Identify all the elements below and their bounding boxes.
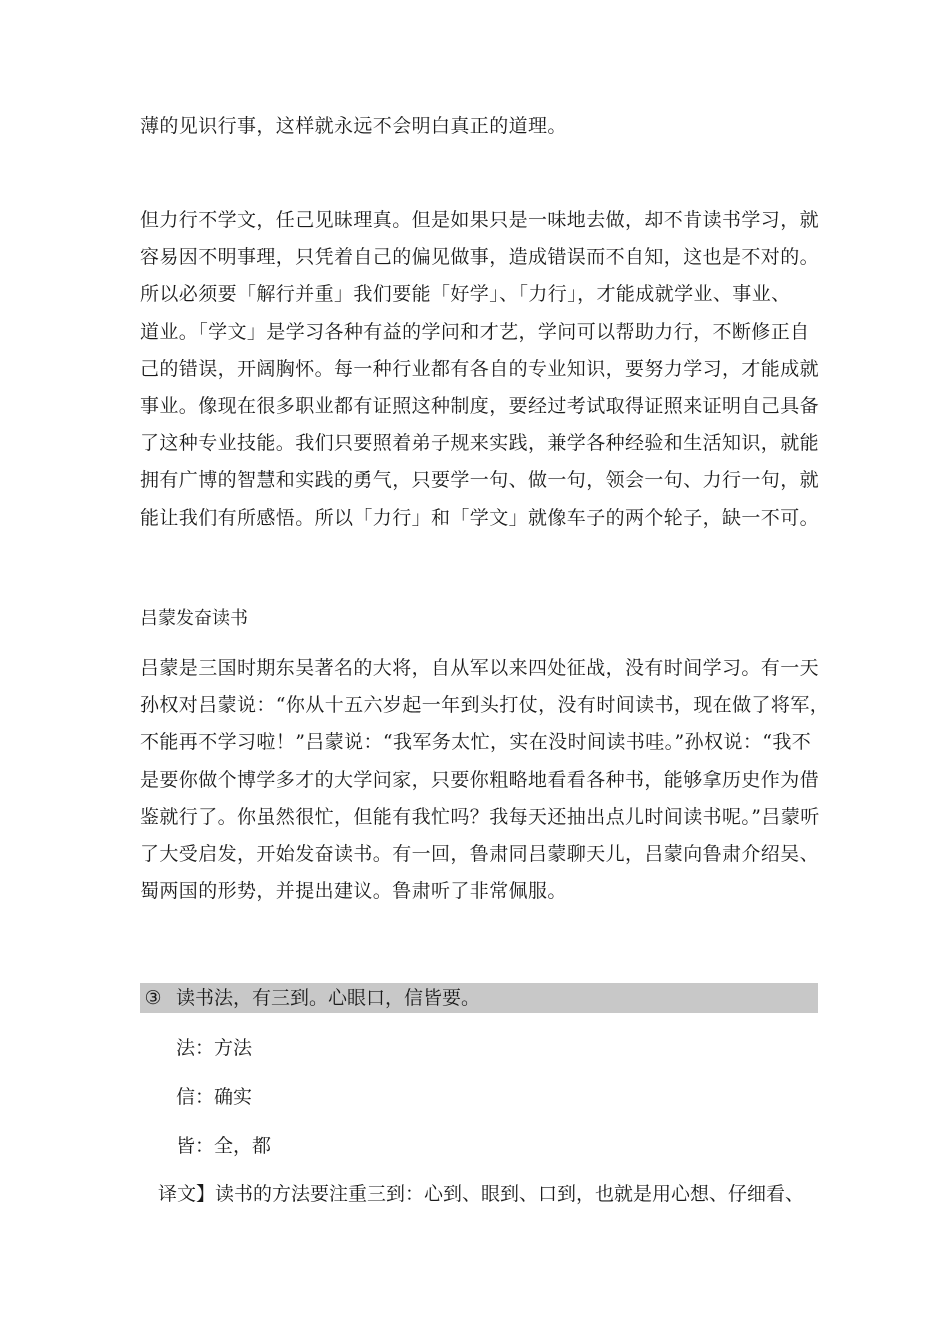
text-line: 但力行不学文，任己见昧理真。但是如果只是一味地去做，却不肯读书学习，就	[140, 209, 820, 231]
text-line: 能让我们有所感悟。所以「力行」和「学文」就像车子的两个轮子，缺一不可。	[140, 506, 820, 529]
highlighted-verse	[140, 983, 818, 1013]
text-line: 不能再不学习啦！”吕蒙说：“我军务太忙，实在没时间读书哇。”孙权说：“我不	[140, 731, 812, 754]
translation-line: 译文】读书的方法要注重三到：心到、眼到、口到，也就是用心想、仔细看、	[158, 1183, 805, 1205]
text-line: 孙权对吕蒙说：“你从十五六岁起一年到头打仗，没有时间读书，现在做了将军，	[140, 694, 830, 717]
text-line: 所以必须要「解行并重」我们要能「好学」、「力行」，才能成就学业、事业、	[140, 283, 791, 306]
verse-text: 读书法，有三到。心眼口，信皆要。	[176, 987, 481, 1009]
text-line: 己的错误，开阔胸怀。每一种行业都有各自的专业知识，要努力学习，才能成就	[140, 357, 820, 380]
text-line: 鉴就行了。你虽然很忙，但能有我忙吗？我每天还抽出点儿时间读书呢。”吕蒙听	[140, 805, 820, 828]
text-line: 蜀两国的形势，并提出建议。鲁肃听了非常佩服。	[140, 880, 567, 903]
text-line: 拥有广博的智慧和实践的勇气，只要学一句、做一句，领会一句、力行一句，就	[140, 469, 820, 492]
text-line: 了大受启发，开始发奋读书。有一回，鲁肃同吕蒙聊天儿，吕蒙向鲁肃介绍吴、	[140, 842, 820, 865]
paragraph-practice-and-study	[140, 202, 820, 537]
text-line: 事业。像现在很多职业都有证照这种制度，要经过考试取得证照来证明自己具备	[140, 394, 820, 417]
definition-item: 信：确实	[176, 1086, 253, 1108]
paragraph-story	[140, 650, 830, 910]
story-title: 吕蒙发奋读书	[140, 608, 248, 629]
definition-item: 法：方法	[176, 1037, 253, 1059]
text-line: 道业。「学文」是学习各种有益的学问和才艺，学问可以帮助力行，不断修正自	[140, 320, 810, 343]
text-line: 是要你做个博学多才的大学问家，只要你粗略地看看各种书，能够拿历史作为借	[140, 768, 820, 791]
text-line: 吕蒙是三国时期东吴著名的大将，自从军以来四处征战，没有时间学习。有一天	[140, 657, 820, 679]
text-line: 薄的见识行事，这样就永远不会明白真正的道理。	[140, 115, 567, 137]
text-line: 了这种专业技能。我们只要照着弟子规来实践，兼学各种经验和生活知识，就能	[140, 432, 820, 455]
paragraph-top	[140, 108, 820, 145]
verse-number: ③	[144, 987, 162, 1009]
definition-item: 皆：全，都	[176, 1135, 272, 1157]
text-line: 容易因不明事理，只凭着自己的偏见做事，造成错误而不自知，这也是不对的。	[140, 246, 820, 269]
